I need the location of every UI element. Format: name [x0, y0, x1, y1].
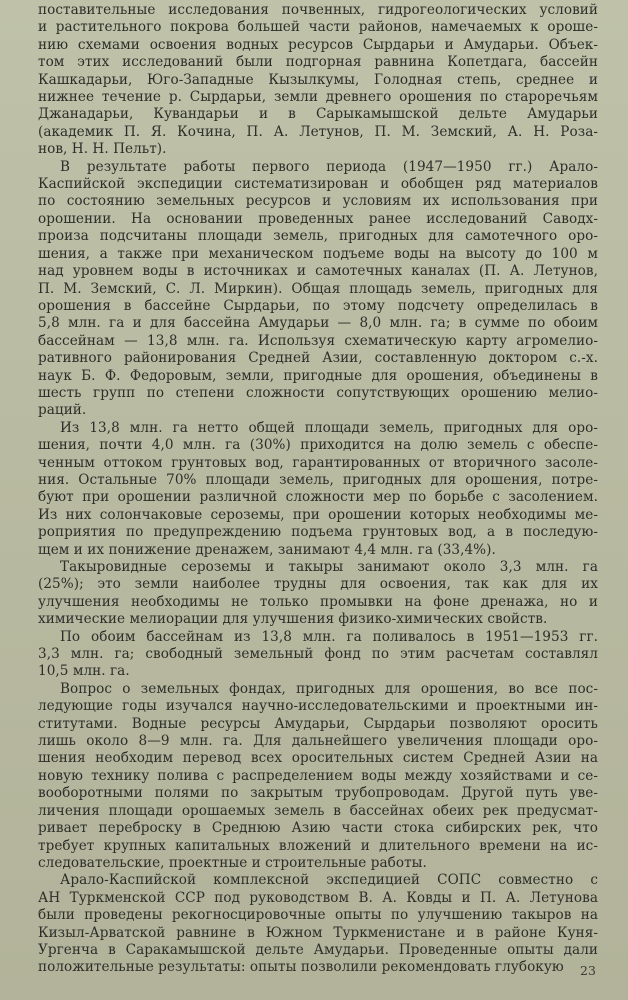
text-line: и растительного покрова большей части районов, намечаемых к ороше- — [38, 19, 598, 36]
text-line: 5,8 млн. га и для бассейна Амударьи — 8,0 млн. га; в сумме по обоим — [38, 315, 598, 332]
text-line: наук Б. Ф. Федоровым, земли, пригодные для орошения, объединены в — [38, 367, 598, 384]
text-line: произа подсчитаны площади земель, пригодных для самотечного оро- — [38, 228, 598, 245]
text-line: по состоянию земельных ресурсов и условиям их использования при — [38, 193, 598, 210]
text-line: орошении. На основании проведенных ранее исследований Саводх- — [38, 210, 598, 227]
text-line: Ургенча в Саракамышской дельте Амударьи. Проведенные опыты дали — [38, 941, 598, 958]
text-line: были проведены рекогносцировочные опыты по улучшению такыров на — [38, 907, 598, 924]
text-line: личения площади орошаемых земель в бассейнах обеих рек предусмат- — [38, 802, 598, 819]
text-line: В результате работы первого периода (1947—1950 гг.) Арало- — [60, 158, 598, 175]
text-body — [38, 2, 598, 977]
paragraph — [38, 629, 598, 681]
text-line: щем и их понижение дренажем, занимают 4,4 млн. га (33,4%). — [38, 541, 496, 558]
paragraph — [38, 159, 598, 420]
text-line: Каспийской экспедиции систематизирован и обобщен ряд материалов — [38, 176, 598, 193]
text-line: Вопрос о земельных фондах, пригодных для орошения, во все пос- — [60, 680, 598, 697]
text-line: 3,3 млн. га; свободный земельный фонд по этим расчетам составлял — [38, 646, 598, 663]
text-line: По обоим бассейнам из 13,8 млн. га поливалось в 1951—1953 гг. — [60, 628, 598, 645]
text-line: шения необходим перевод всех оросительных систем Средней Азии на — [38, 750, 598, 767]
text-line: роприятия по предупреждению подъема грунтовых вод, а в последую- — [38, 524, 598, 541]
text-line: П. М. Земский, С. Л. Миркин). Общая площадь земель, пригодных для — [38, 280, 598, 297]
text-line: новую технику полива с распределением воды между хозяйствами и се- — [38, 767, 598, 784]
text-line: шения, а также при механическом подъеме воды на высоту до 100 м — [38, 245, 598, 262]
text-line: нию схемами освоения водных ресурсов Сырдарьи и Амударьи. Объек- — [38, 36, 598, 53]
text-line: орошения в бассейне Сырдарьи, по этому подсчету определилась в — [38, 297, 598, 314]
text-line: требует крупных капитальных вложений и длительного времени на ис- — [38, 837, 598, 854]
text-line: ченным оттоком грунтовых вод, гарантированных от вторичного засоле- — [38, 454, 598, 471]
text-line: нижнее течение р. Сырдарьи, земли древнего орошения по староречьям — [38, 89, 598, 106]
text-line: нов, Н. Н. Пельт). — [38, 141, 167, 158]
paragraph — [38, 2, 598, 159]
text-line: Кизыл-Арватской равнине в Южном Туркменистане и в районе Куня- — [38, 924, 598, 941]
paragraph — [38, 872, 598, 976]
text-line: (25%); это земли наиболее трудны для освоения, так как для их — [38, 576, 598, 593]
text-line: поставительные исследования почвенных, гидрогеологических условий — [38, 2, 598, 18]
page-number: 23 — [579, 963, 596, 978]
text-line: ститутами. Водные ресурсы Амударьи, Сырдарьи позволяют оросить — [38, 715, 598, 732]
text-line: химические мелиорации для улучшения физико-химических свойств. — [38, 611, 548, 628]
text-line: Из 13,8 млн. га нетто общей площади земель, пригодных для оро- — [60, 419, 598, 436]
text-line: раций. — [38, 402, 87, 419]
text-line: бассейнам — 13,8 млн. га. Используя схематическую карту агромелио- — [38, 332, 598, 349]
text-line: ледующие годы изучался научно-исследовательскими и проектными ин- — [38, 698, 598, 715]
text-line: улучшения необходимы не только промывки на фоне дренажа, но и — [38, 593, 598, 610]
paragraph — [38, 681, 598, 872]
text-line: ративного районирования Средней Азии, составленную доктором с.-х. — [38, 350, 598, 367]
text-line: 10,5 млн. га. — [38, 663, 130, 680]
text-line: буют при орошении различной сложности мер по борьбе с засолением. — [38, 489, 598, 506]
text-line: Такыровидные сероземы и такыры занимают около 3,3 млн. га — [60, 559, 598, 575]
text-line: Из них солончаковые сероземы, при орошении которых необходимы ме- — [38, 506, 598, 523]
text-line: положительные результаты: опыты позволили рекомендовать глубокую — [38, 959, 564, 976]
text-line: вооборотными полями по закрытым трубопроводам. Другой путь уве- — [38, 785, 598, 802]
text-line: Кашкадарьи, Юго-Западные Кызылкумы, Голодная степь, среднее и — [38, 71, 598, 88]
paragraph — [38, 559, 598, 629]
text-line: следовательские, проектные и строительные работы. — [38, 854, 427, 871]
text-line: шения, почти 4,0 млн. га (30%) приходится на долю земель с обеспе- — [38, 437, 598, 454]
text-line: Джанадарьи, Кувандарьи и в Сарыкамышской дельте Амударьи — [38, 106, 598, 123]
text-line: ривает переброску в Среднюю Азию части стока сибирских рек, что — [38, 820, 598, 837]
text-line: (академик П. Я. Кочина, П. А. Летунов, П. М. Земский, А. Н. Роза- — [38, 123, 598, 140]
text-line: лишь около 8—9 млн. га. Для дальнейшего увеличения площади оро- — [38, 733, 598, 750]
text-line: том этих исследований были подгорная равнина Копетдага, бассейн — [38, 54, 598, 71]
text-line: ния. Остальные 70% площади земель, пригодных для орошения, потре- — [38, 471, 598, 488]
paragraph — [38, 420, 598, 559]
text-line: АН Туркменской ССР под руководством В. А. Ковды и П. А. Летунова — [38, 889, 598, 906]
text-line: над уровнем воды в источниках и самотечных каналах (П. А. Летунов, — [38, 263, 598, 280]
text-line: шесть групп по степени сложности сопутствующих орошению мелио- — [38, 384, 598, 401]
text-line: Арало-Каспийской комплексной экспедицией СОПС совместно с — [60, 872, 598, 889]
